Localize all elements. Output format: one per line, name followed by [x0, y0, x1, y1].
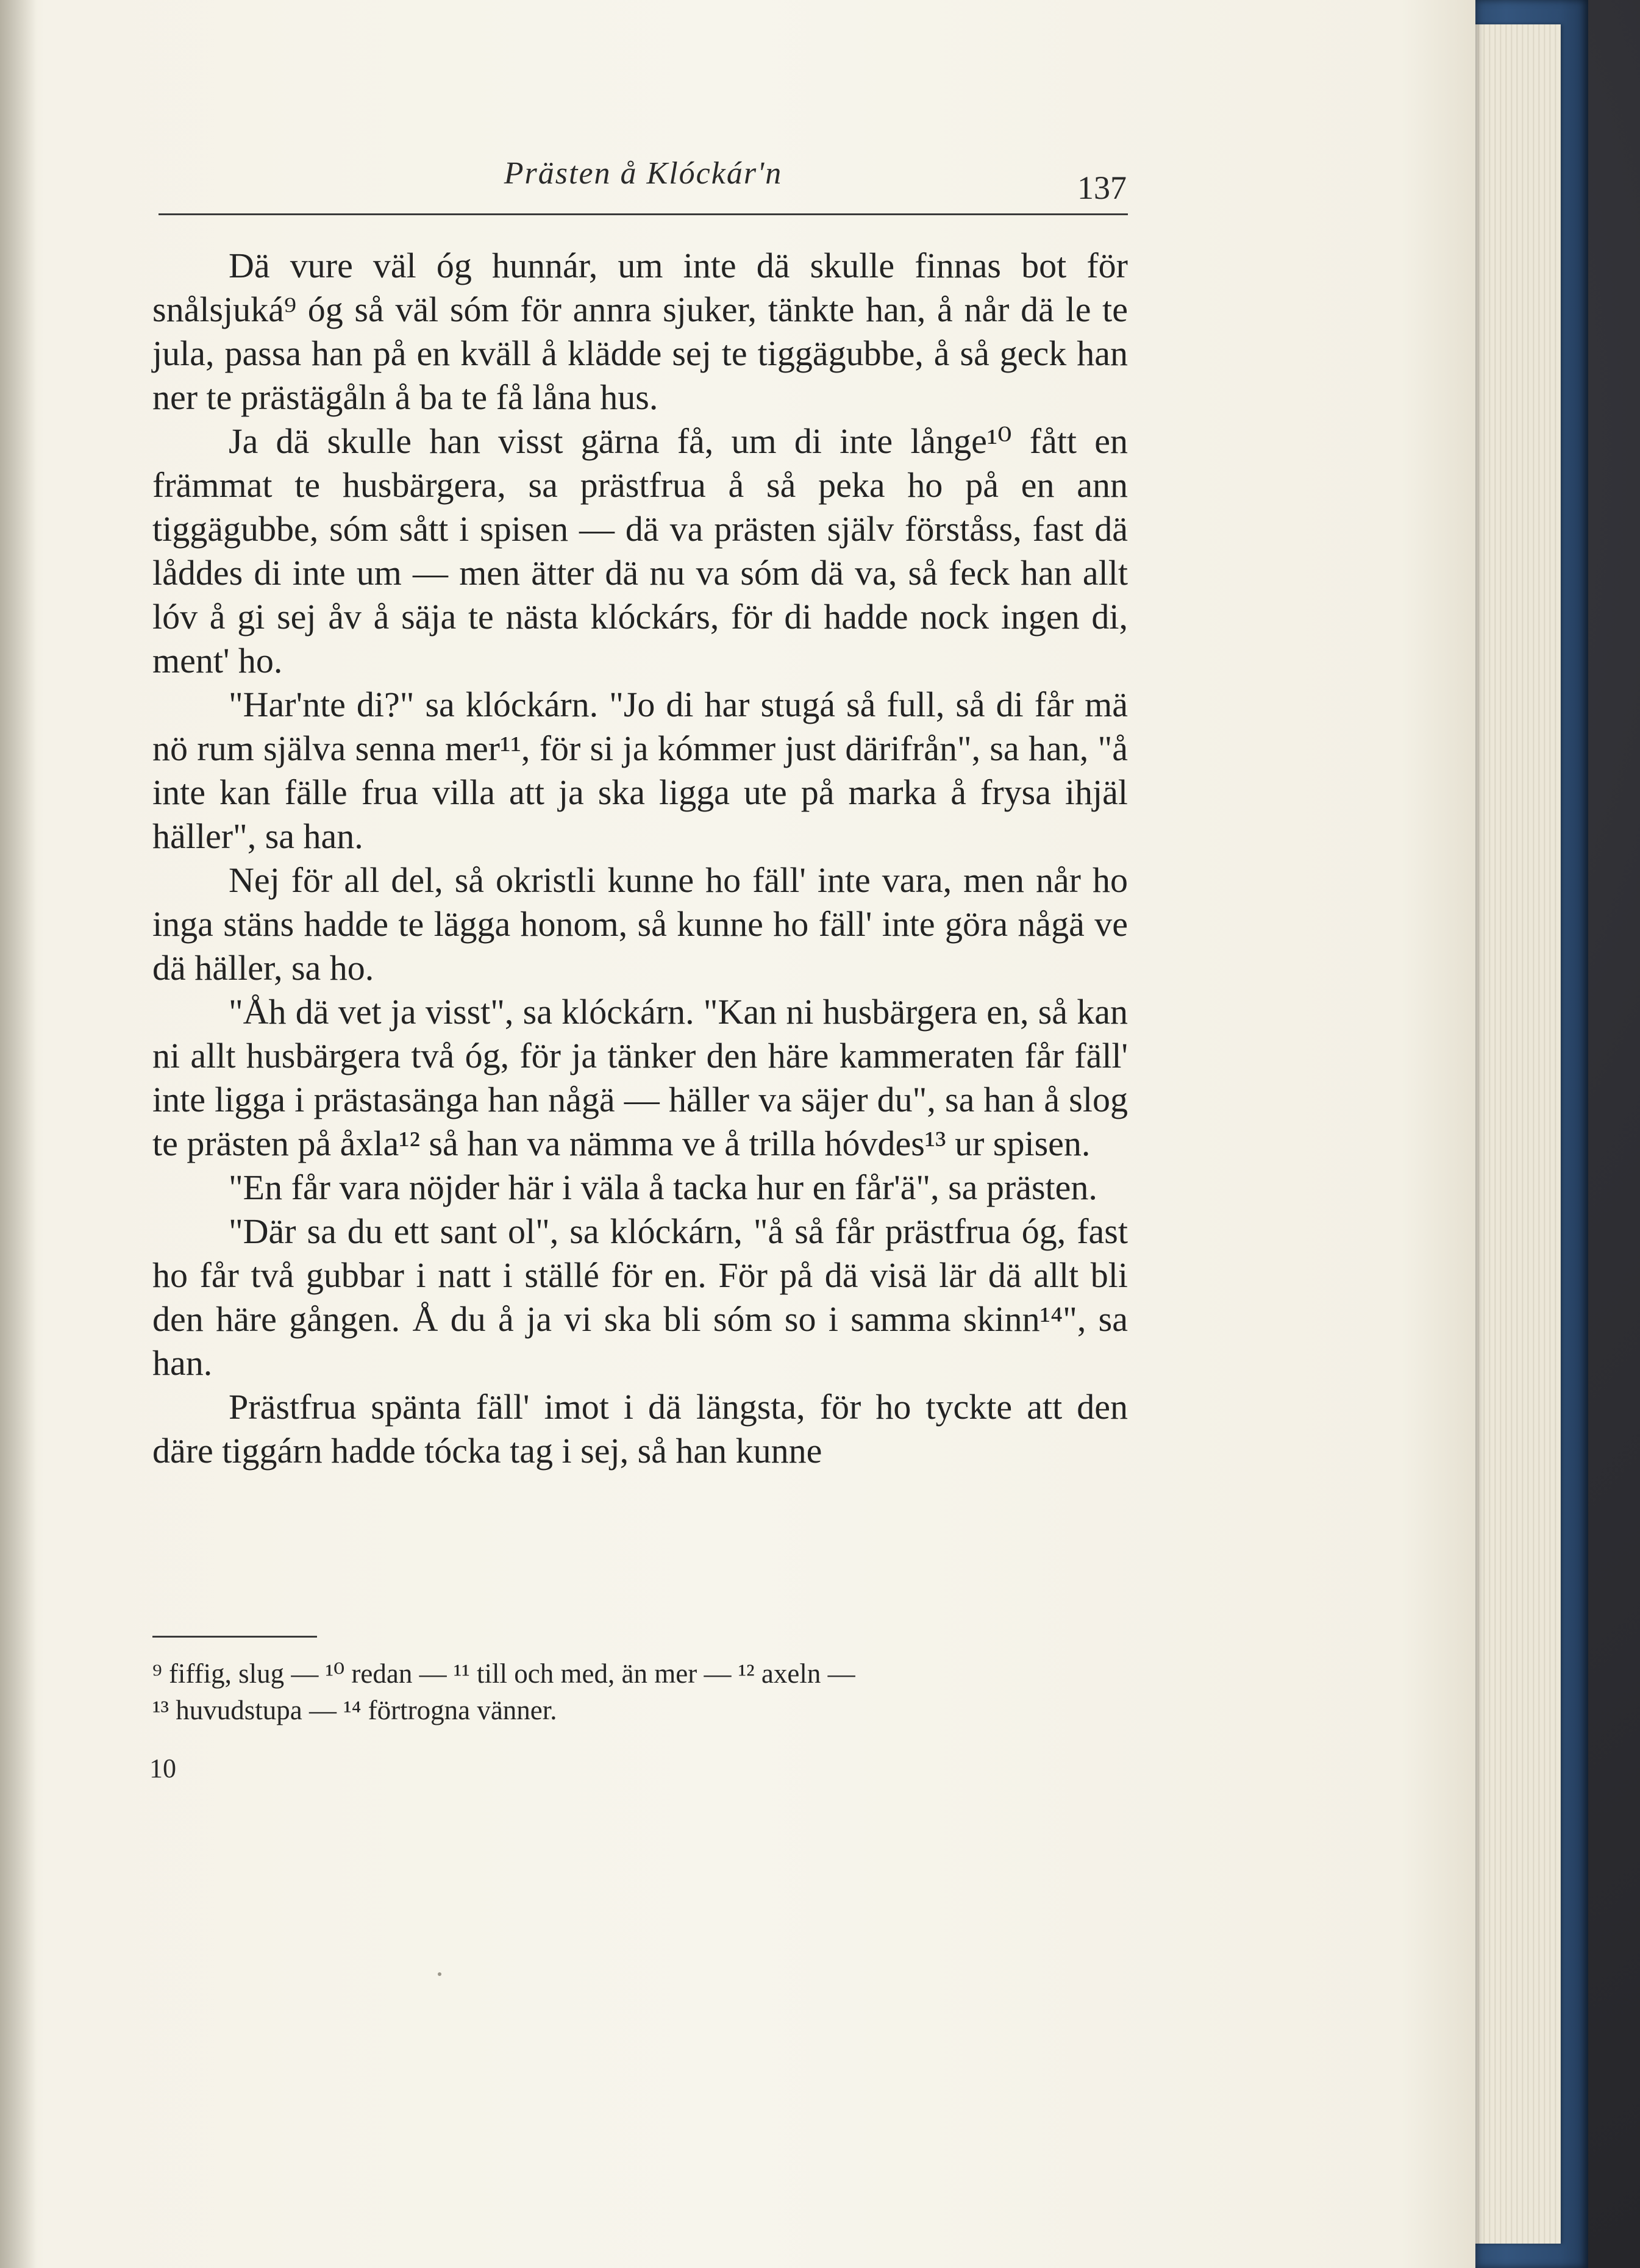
- running-head: [159, 155, 1128, 204]
- paragraph: Prästfrua spänta fäll' imot i dä längsta, för ho tyckte att den däre tiggárn hadde tócka tag i sej, så han kunne: [152, 1387, 1128, 1471]
- paragraph: Nej för all del, så okristli kunne ho fäll' inte vara, men når ho inga stäns hadde te lägga honom, så kunne ho fäll' inte göra någä ve dä häller, sa ho.: [152, 860, 1128, 988]
- paragraph: Ja dä skulle han visst gärna få, um di inte långe¹⁰ fått en främmat te husbärgera, sa prästfrua å så peka ho på en ann tiggägubbe, sóm sått i spisen — dä va prästen själv förståss, fast dä låddes di inte um — men ätter dä nu va sóm dä va, så feck han allt lóv å gi sej åv å säja te nästa klóckárs, för di hadde nock ingen di, ment' ho.: [152, 421, 1128, 680]
- page-stack-edges: [1463, 24, 1561, 2244]
- header-rule: [159, 213, 1128, 215]
- footnote-line: ⁹ fiffig, slug — ¹⁰ redan — ¹¹ till och med, än mer — ¹² axeln —: [152, 1658, 855, 1689]
- paragraph: "En får vara nöjder här i väla å tacka hur en får'ä", sa prästen.: [229, 1168, 1097, 1207]
- paragraph: "Har'nte di?" sa klóckárn. "Jo di har stugá så full, så di får mä nö rum själva senna mer¹¹, för si ja kómmer just därifrån", sa han, "å inte kan fälle frua villa att ja ska ligga ute på marka å frysa ihjäl häller", sa han.: [152, 685, 1128, 856]
- footnote-line: ¹³ huvudstupa — ¹⁴ förtrogna vänner.: [152, 1695, 557, 1725]
- gutter-shadow: [0, 0, 37, 2268]
- paragraph: "Åh dä vet ja visst", sa klóckárn. "Kan ni husbärgera en, så kan ni allt husbärgera två óg, för ja tänker den häre kammeraten får fäll' inte ligga i prästasänga han någä — häller va säjer du", sa han å slog te prästen på åxla¹² så han va nämma ve å trilla hóvdes¹³ ur spisen.: [152, 992, 1128, 1163]
- scan-speck: [438, 1972, 441, 1976]
- paragraph: Dä vure väl óg hunnár, um inte dä skulle finnas bot för snålsjuká⁹ óg så väl sóm för annra sjuker, tänkte han, å når dä le te jula, passa han på en kväll å klädde sej te tiggägubbe, å så geck han ner te prästägåln å ba te få låna hus.: [152, 246, 1128, 417]
- signature-mark: 10: [149, 1753, 176, 1783]
- footnotes: [152, 1655, 1128, 1728]
- paragraph: "Där sa du ett sant ol", sa klóckárn, "å så får prästfrua óg, fast ho får två gubbar i natt i ställé för en. För på dä visä lär dä allt bli den häre gången. Å du å ja vi ska bli sóm so i samma skinn¹⁴", sa han.: [152, 1211, 1128, 1383]
- footnote-rule: [152, 1636, 317, 1638]
- page-number: 137: [1077, 169, 1127, 206]
- body-text: [152, 244, 1128, 1473]
- running-title: Prästen å Klóckár'n: [504, 156, 783, 191]
